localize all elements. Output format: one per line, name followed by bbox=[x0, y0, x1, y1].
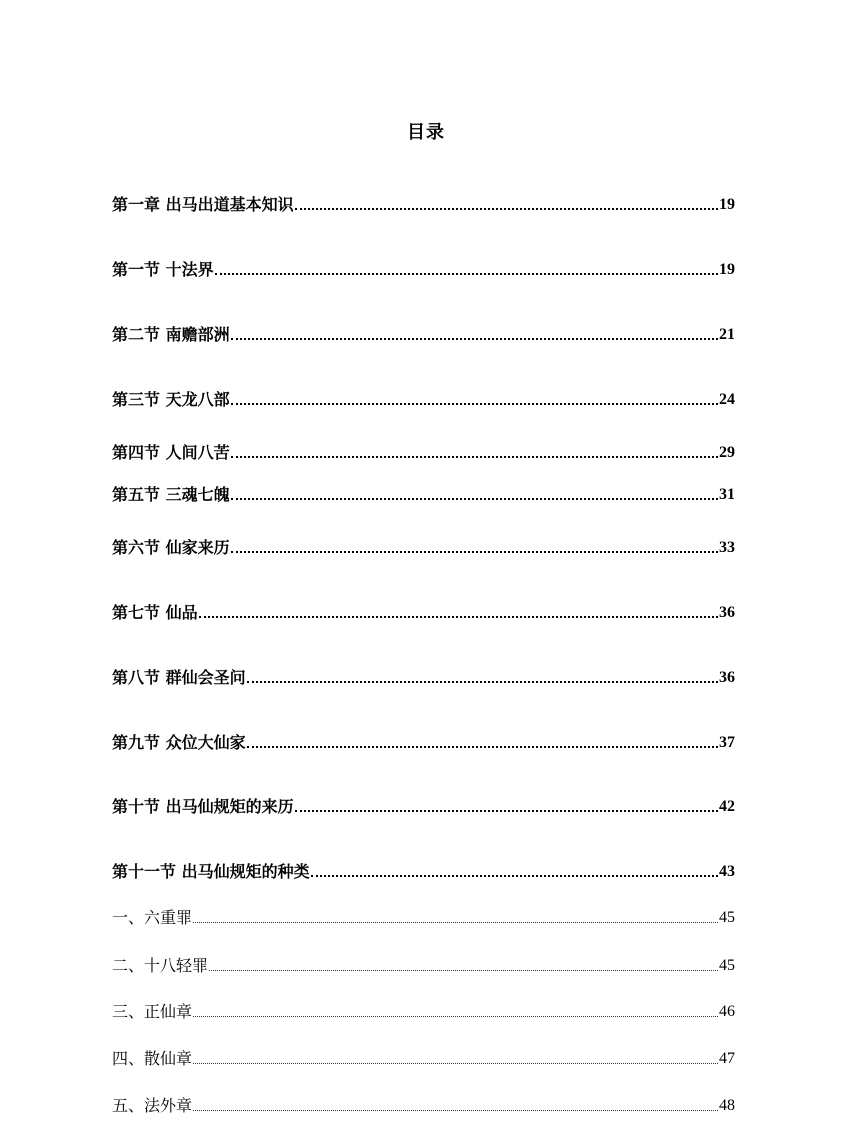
dot-leader bbox=[193, 1016, 718, 1017]
toc-entry-label: 第一章 出马出道基本知识 bbox=[112, 195, 294, 214]
dot-leader bbox=[247, 746, 718, 748]
dot-leader bbox=[231, 551, 718, 553]
dot-leader bbox=[193, 922, 718, 923]
toc-entry-page: 37 bbox=[719, 734, 735, 751]
toc-entry[interactable] bbox=[112, 1046, 735, 1070]
toc-entry-label: 二、十八轻罪 bbox=[112, 956, 209, 975]
toc-entry-page: 36 bbox=[719, 669, 735, 686]
dot-leader bbox=[295, 208, 718, 210]
dot-leader bbox=[231, 403, 718, 405]
toc-entry[interactable] bbox=[112, 953, 735, 977]
toc-entry-page: 29 bbox=[719, 444, 735, 461]
toc-entry-page: 21 bbox=[719, 326, 735, 343]
dot-leader bbox=[247, 681, 718, 683]
toc-entry-label: 第一节 十法界 bbox=[112, 260, 214, 279]
toc-entry-page: 45 bbox=[719, 909, 735, 926]
toc-entry-label: 第八节 群仙会圣问 bbox=[112, 668, 246, 687]
toc-entry-label: 第四节 人间八苦 bbox=[112, 443, 230, 462]
toc-entry-label: 第九节 众位大仙家 bbox=[112, 733, 246, 752]
toc-entry[interactable] bbox=[112, 257, 735, 281]
toc-entry-label: 第五节 三魂七魄 bbox=[112, 485, 230, 504]
toc-entry-label: 第二节 南赡部洲 bbox=[112, 325, 230, 344]
dot-leader bbox=[231, 498, 718, 500]
toc-entry-page: 46 bbox=[719, 1003, 735, 1020]
toc-entry[interactable] bbox=[112, 794, 735, 818]
toc-entry[interactable] bbox=[112, 999, 735, 1023]
toc-entry-label: 第十一节 出马仙规矩的种类 bbox=[112, 862, 310, 881]
dot-leader bbox=[199, 616, 718, 618]
toc-entry-page: 36 bbox=[719, 604, 735, 621]
toc-entry-label: 第十节 出马仙规矩的来历 bbox=[112, 797, 294, 816]
toc-title: 目录 bbox=[407, 122, 445, 143]
dot-leader bbox=[231, 456, 718, 458]
toc-entry-page: 42 bbox=[719, 798, 735, 815]
toc-entry-label: 三、正仙章 bbox=[112, 1002, 193, 1021]
toc-entry-page: 24 bbox=[719, 391, 735, 408]
dot-leader bbox=[215, 273, 718, 275]
dot-leader bbox=[295, 810, 718, 812]
toc-entry[interactable] bbox=[112, 482, 735, 506]
dot-leader bbox=[193, 1110, 718, 1111]
toc-entry[interactable] bbox=[112, 535, 735, 559]
toc-entry[interactable] bbox=[112, 730, 735, 754]
toc-entry-label: 第三节 天龙八部 bbox=[112, 390, 230, 409]
toc-entry-page: 45 bbox=[719, 957, 735, 974]
toc-entry-page: 43 bbox=[719, 863, 735, 880]
toc-entry[interactable] bbox=[112, 387, 735, 411]
toc-entry-label: 第六节 仙家来历 bbox=[112, 538, 230, 557]
toc-entry[interactable] bbox=[112, 192, 735, 216]
dot-leader bbox=[231, 338, 718, 340]
dot-leader bbox=[193, 1063, 718, 1064]
toc-entry-label: 一、六重罪 bbox=[112, 908, 193, 927]
toc-entry[interactable] bbox=[112, 600, 735, 624]
toc-entry[interactable] bbox=[112, 665, 735, 689]
toc-entry-page: 48 bbox=[719, 1097, 735, 1114]
toc-entry[interactable] bbox=[112, 905, 735, 929]
toc-entry-label: 第七节 仙品 bbox=[112, 603, 198, 622]
dot-leader bbox=[209, 970, 718, 971]
toc-entry-label: 五、法外章 bbox=[112, 1096, 193, 1115]
toc-entry[interactable] bbox=[112, 859, 735, 883]
toc-entry-page: 31 bbox=[719, 486, 735, 503]
toc-entry[interactable] bbox=[112, 322, 735, 346]
toc-entry[interactable] bbox=[112, 440, 735, 464]
toc-entry-page: 47 bbox=[719, 1050, 735, 1067]
toc-entry-page: 33 bbox=[719, 539, 735, 556]
dot-leader bbox=[311, 875, 718, 877]
toc-entry-page: 19 bbox=[719, 261, 735, 278]
toc-entry-page: 19 bbox=[719, 196, 735, 213]
toc-entry[interactable] bbox=[112, 1093, 735, 1117]
toc-entry-label: 四、散仙章 bbox=[112, 1049, 193, 1068]
